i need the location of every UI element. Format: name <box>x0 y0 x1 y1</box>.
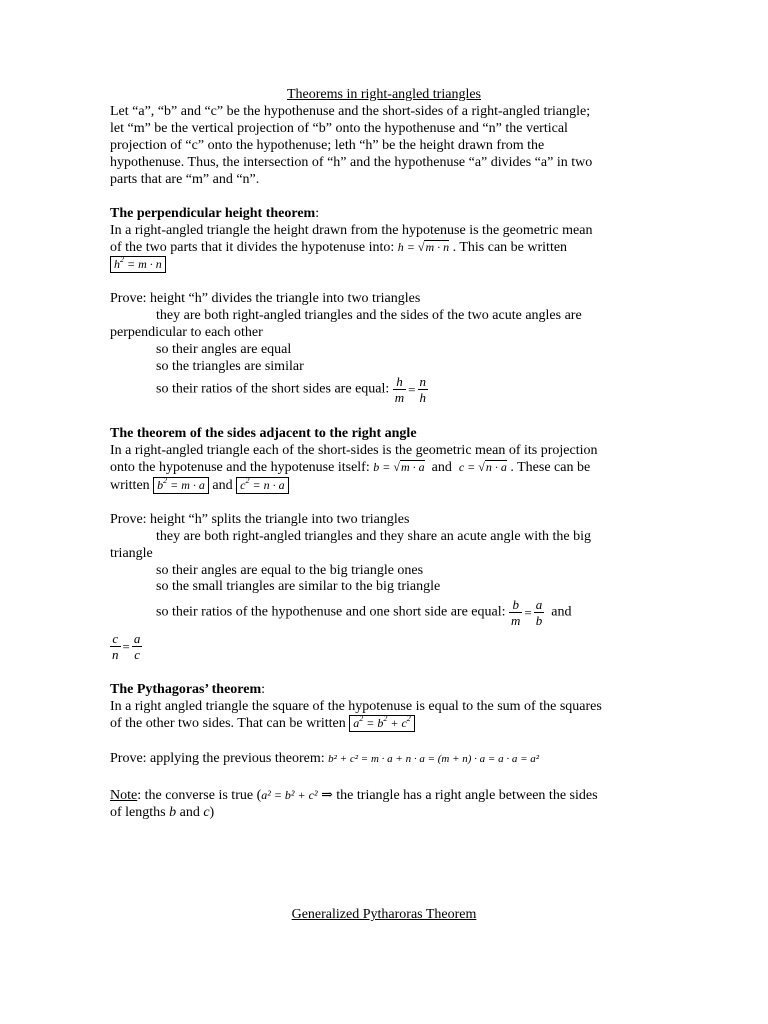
fraction-c-over-n: $\frac{c}{n}$ <box>112 631 119 662</box>
height-theorem-line-2: of the two parts that it divides the hypotenuse into: h = √m · n . This can be written <box>110 240 568 255</box>
prove-2-line-4: so their angles are equal to the big triangle ones <box>156 563 424 578</box>
pythagoras-line-2: of the other two sides. That can be written $a^2 = b^2 + c^2$ <box>110 715 415 732</box>
intro-line-2: let “m” be the vertical projection of “b” onto the hypothenuse and “n” the vertical <box>110 121 568 136</box>
fraction-h-over-m: $\frac{h}{m}$ <box>394 374 405 405</box>
note-line-1: Note: the converse is true (a² = b² + c² ⇒ the triangle has a right angle between the sides <box>110 788 598 803</box>
prove-2-line-7: $\frac{c}{n}$ = $\frac{a}{c}$ <box>112 631 141 662</box>
section-heading-pythagoras: The Pythagoras’ theorem: <box>110 682 266 697</box>
adjacent-boxed-line: written $b^2 = m \cdot a$ and $c^2 = n \cdot a$ <box>110 477 289 494</box>
height-theorem-boxed-line <box>110 256 166 273</box>
boxed-formula-pythagoras: $a^2 = b^2 + c^2$ <box>349 715 415 732</box>
footer-section-title: Generalized Pytharoras Theorem <box>291 907 477 922</box>
formula-h: h = √m · n <box>397 240 450 254</box>
formula-b: b = √m · a <box>373 460 425 474</box>
prove-1-line-6: so their ratios of the short sides are equal: $\frac{h}{m}$ = $\frac{n}{h}$ <box>156 374 427 405</box>
prove-2-line-5: so the small triangles are similar to the big triangle <box>156 579 441 594</box>
boxed-formula-c-squared: $c^2 = n \cdot a$ <box>236 477 288 494</box>
fraction-b-over-m: $\frac{b}{m}$ <box>511 597 521 628</box>
section-heading-height-theorem: The perpendicular height theorem: <box>110 206 320 221</box>
boxed-formula-b-squared: $b^2 = m \cdot a$ <box>153 477 209 494</box>
prove-1-line-2: they are both right-angled triangles and the sides of the two acute angles are <box>156 308 582 323</box>
prove-2-line-1: Prove: height “h” splits the triangle into two triangles <box>110 512 410 527</box>
prove-2-line-2: they are both right-angled triangles and they share an acute angle with the big <box>156 529 592 544</box>
adjacent-line-2: onto the hypotenuse and the hypotenuse itself: b = √m · a and c = √n · a . These can be <box>110 460 591 475</box>
section-heading-adjacent-sides: The theorem of the sides adjacent to the right angle <box>110 426 417 441</box>
height-theorem-line-1: In a right-angled triangle the height drawn from the hypotenuse is the geometric mean <box>110 223 593 238</box>
intro-line-5: parts that are “m” and “n”. <box>110 172 260 187</box>
prove-1-line-5: so the triangles are similar <box>156 359 304 374</box>
formula-pythagoras-proof: b² + c² = m · a + n · a = (m + n) · a = a · a = a² <box>328 753 540 765</box>
prove-1-line-4: so their angles are equal <box>156 342 292 357</box>
fraction-a-over-b: $\frac{a}{b}$ <box>535 597 543 628</box>
adjacent-line-1: In a right-angled triangle each of the short-sides is the geometric mean of its projection <box>110 443 598 458</box>
prove-2-line-3: triangle <box>110 546 153 561</box>
prove-2-line-6: so their ratios of the hypothenuse and one short side are equal: $\frac{b}{m}$ = $\frac{a}{b}$ and <box>156 597 572 628</box>
intro-line-4: hypothenuse. Thus, the intersection of “h” and the hypothenuse “a” divides “a” in two <box>110 155 593 170</box>
page-title: Theorems in right-angled triangles <box>287 87 481 102</box>
intro-line-1: Let “a”, “b” and “c” be the hypothenuse and the short-sides of a right-angled triangle; <box>110 104 591 119</box>
fraction-n-over-h: $\frac{n}{h}$ <box>419 374 427 405</box>
prove-3-line: Prove: applying the previous theorem: b² + c² = m · a + n · a = (m + n) · a = a · a = a² <box>110 751 540 766</box>
intro-line-3: projection of “c” onto the hypothenuse; leth “h” be the height drawn from the <box>110 138 545 153</box>
prove-1-line-1: Prove: height “h” divides the triangle into two triangles <box>110 291 421 306</box>
note-line-2: of lengths b and c) <box>110 805 215 820</box>
formula-c: c = √n · a <box>458 460 507 474</box>
prove-1-line-3: perpendicular to each other <box>110 325 263 340</box>
boxed-formula-h-squared: $h^2 = m \cdot n$ <box>110 256 166 273</box>
fraction-a-over-c: $\frac{a}{c}$ <box>133 631 141 662</box>
pythagoras-line-1: In a right angled triangle the square of the hypotenuse is equal to the sum of the squares <box>110 699 602 714</box>
